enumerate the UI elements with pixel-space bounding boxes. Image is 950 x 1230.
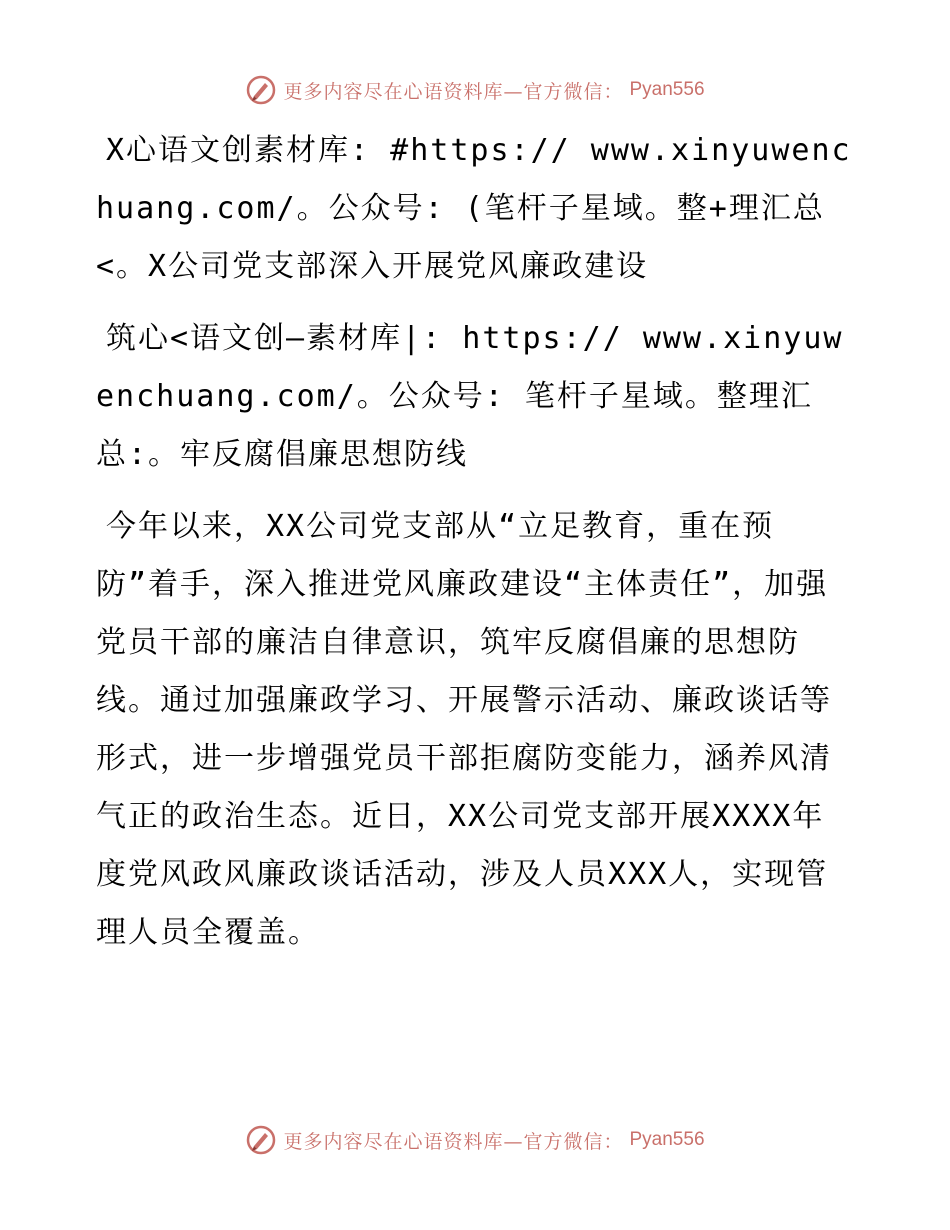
watermark-wechat-id: Pyan556 [629, 79, 705, 100]
paragraph-2: 筑心<语文创—素材库|: https:// www.xinyuwenchuang.com/。公众号: 笔杆子星域。整理汇总:。牢反腐倡廉思想防线 [96, 321, 844, 472]
watermark-text: 更多内容尽在心语资料库—官方微信： [283, 1130, 624, 1153]
footer-watermark [0, 1120, 950, 1160]
pen-logo-icon [245, 74, 277, 106]
header-watermark [0, 70, 950, 110]
watermark-text: 更多内容尽在心语资料库—官方微信： [283, 80, 624, 103]
paragraph-1: X心语文创素材库: #https:// www.xinyuwenchuang.com/。公众号: (笔杆子星域。整+理汇总<。X公司党支部深入开展党风廉政建设 [96, 133, 852, 284]
watermark-wechat-id: Pyan556 [629, 1129, 705, 1150]
paragraph-3: 今年以来，XX公司党支部从“立足教育，重在预防”着手，深入推进党风廉政建设“主体责任”，加强党员干部的廉洁自律意识，筑牢反腐倡廉的思想防线。通过加强廉政学习、开展警示活动、廉政谈话等形式，进一步增强党员干部拒腐防变能力，涵养风清气正的政治生态。近日，XX公司党支部开展XXXX年度党风政风廉政谈话活动，涉及人员XXX人，实现管理人员全覆盖。 [96, 509, 832, 950]
pen-logo-icon [245, 1124, 277, 1156]
document-body [96, 122, 856, 976]
